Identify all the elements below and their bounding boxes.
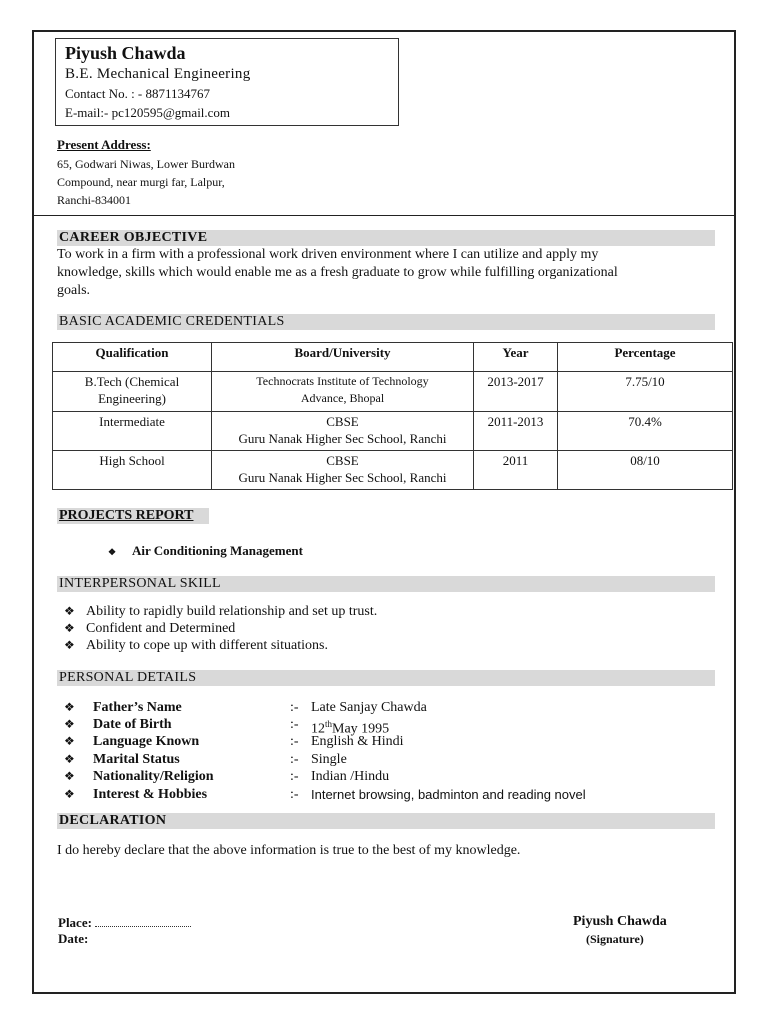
detail-separator: :-: [290, 752, 299, 767]
signature-label: (Signature): [586, 932, 644, 946]
col-percentage: Percentage: [558, 343, 733, 372]
academics-table: [52, 342, 733, 490]
skills-heading: INTERPERSONAL SKILL: [57, 576, 715, 592]
detail-value: 12thMay 1995: [311, 719, 390, 737]
email-address: E-mail:- pc120595@gmail.com: [65, 105, 231, 120]
career-line: knowledge, skills which would enable me as a fresh graduate to grow while fulfilling organizational: [57, 265, 618, 280]
col-board: Board/University: [212, 343, 474, 372]
career-line: goals.: [57, 283, 91, 298]
career-line: To work in a firm with a professional work driven environment where I can utilize and apply my: [57, 247, 599, 262]
detail-separator: :-: [290, 734, 299, 749]
detail-key: Date of Birth: [93, 717, 172, 732]
diamond-bullet-icon: ❖: [64, 734, 75, 748]
qualification-cell: High School: [53, 451, 212, 490]
table-row: [53, 412, 733, 451]
project-item: ❖ Air Conditioning Management: [108, 542, 303, 561]
col-qualification: Qualification: [53, 343, 212, 372]
detail-separator: :-: [290, 787, 299, 802]
candidate-degree: B.E. Mechanical Engineering: [65, 66, 251, 82]
detail-value: English & Hindi: [311, 734, 404, 749]
detail-separator: :-: [290, 700, 299, 715]
skill-item: ❖ Confident and Determined: [64, 621, 236, 636]
year-cell: 2013-2017: [474, 372, 558, 412]
career-heading: CAREER OBJECTIVE: [57, 230, 715, 246]
candidate-name: Piyush Chawda: [65, 43, 186, 63]
personal-heading: PERSONAL DETAILS: [57, 670, 715, 686]
name-box: [55, 38, 399, 126]
declaration-text: I do hereby declare that the above information is true to the best of my knowledge.: [57, 843, 521, 858]
year-cell: 2011-2013: [474, 412, 558, 451]
diamond-bullet-icon: ❖: [64, 700, 75, 714]
percentage-cell: 70.4%: [558, 412, 733, 451]
diamond-bullet-icon: ❖: [64, 769, 75, 783]
career-text: [57, 246, 707, 300]
place-dotted-line: [95, 915, 191, 927]
percentage-cell: 08/10: [558, 451, 733, 490]
detail-separator: :-: [290, 717, 299, 732]
table-row: [53, 451, 733, 490]
detail-value: Single: [311, 752, 347, 767]
header-divider: [32, 215, 736, 216]
academics-heading: BASIC ACADEMIC CREDENTIALS: [57, 314, 715, 330]
diamond-bullet-icon: ❖: [64, 638, 75, 652]
detail-key: Marital Status: [93, 752, 180, 767]
address-line: 65, Godwari Niwas, Lower Burdwan: [57, 157, 235, 171]
signature-name: Piyush Chawda: [573, 914, 667, 929]
detail-value: Internet browsing, badminton and reading novel: [311, 787, 586, 802]
detail-separator: :-: [290, 769, 299, 784]
diamond-bullet-icon: ❖: [64, 621, 75, 635]
address-line: Compound, near murgi far, Lalpur,: [57, 175, 225, 189]
diamond-bullet-icon: ❖: [108, 547, 117, 557]
qualification-cell: B.Tech (Chemical Engineering): [53, 372, 212, 412]
address-block: [57, 155, 235, 209]
skill-item: ❖ Ability to rapidly build relationship and set up trust.: [64, 604, 378, 619]
board-cell: Technocrats Institute of Technology Advance, Bhopal: [212, 372, 474, 412]
col-year: Year: [474, 343, 558, 372]
diamond-bullet-icon: ❖: [64, 787, 75, 801]
diamond-bullet-icon: ❖: [64, 604, 75, 618]
qualification-cell: Intermediate: [53, 412, 212, 451]
detail-key: Father’s Name: [93, 700, 182, 715]
projects-heading: PROJECTS REPORT: [57, 508, 209, 524]
detail-value: Indian /Hindu: [311, 769, 390, 784]
table-header-row: [53, 343, 733, 372]
percentage-cell: 7.75/10: [558, 372, 733, 412]
declaration-heading: DECLARATION: [57, 813, 715, 829]
address-title: Present Address:: [57, 137, 151, 152]
year-cell: 2011: [474, 451, 558, 490]
diamond-bullet-icon: ❖: [64, 717, 75, 731]
skill-item: ❖ Ability to cope up with different situations.: [64, 638, 328, 653]
board-cell: CBSE Guru Nanak Higher Sec School, Ranchi: [212, 412, 474, 451]
date-label: Date:: [58, 931, 89, 946]
detail-value: Late Sanjay Chawda: [311, 700, 427, 715]
address-line: Ranchi-834001: [57, 193, 131, 207]
detail-key: Language Known: [93, 734, 200, 749]
place-field: Place:: [58, 914, 191, 931]
diamond-bullet-icon: ❖: [64, 752, 75, 766]
contact-number: Contact No. : - 8871134767: [65, 86, 211, 101]
detail-key: Interest & Hobbies: [93, 787, 208, 802]
table-row: [53, 372, 733, 412]
board-cell: CBSE Guru Nanak Higher Sec School, Ranchi: [212, 451, 474, 490]
detail-key: Nationality/Religion: [93, 769, 214, 784]
